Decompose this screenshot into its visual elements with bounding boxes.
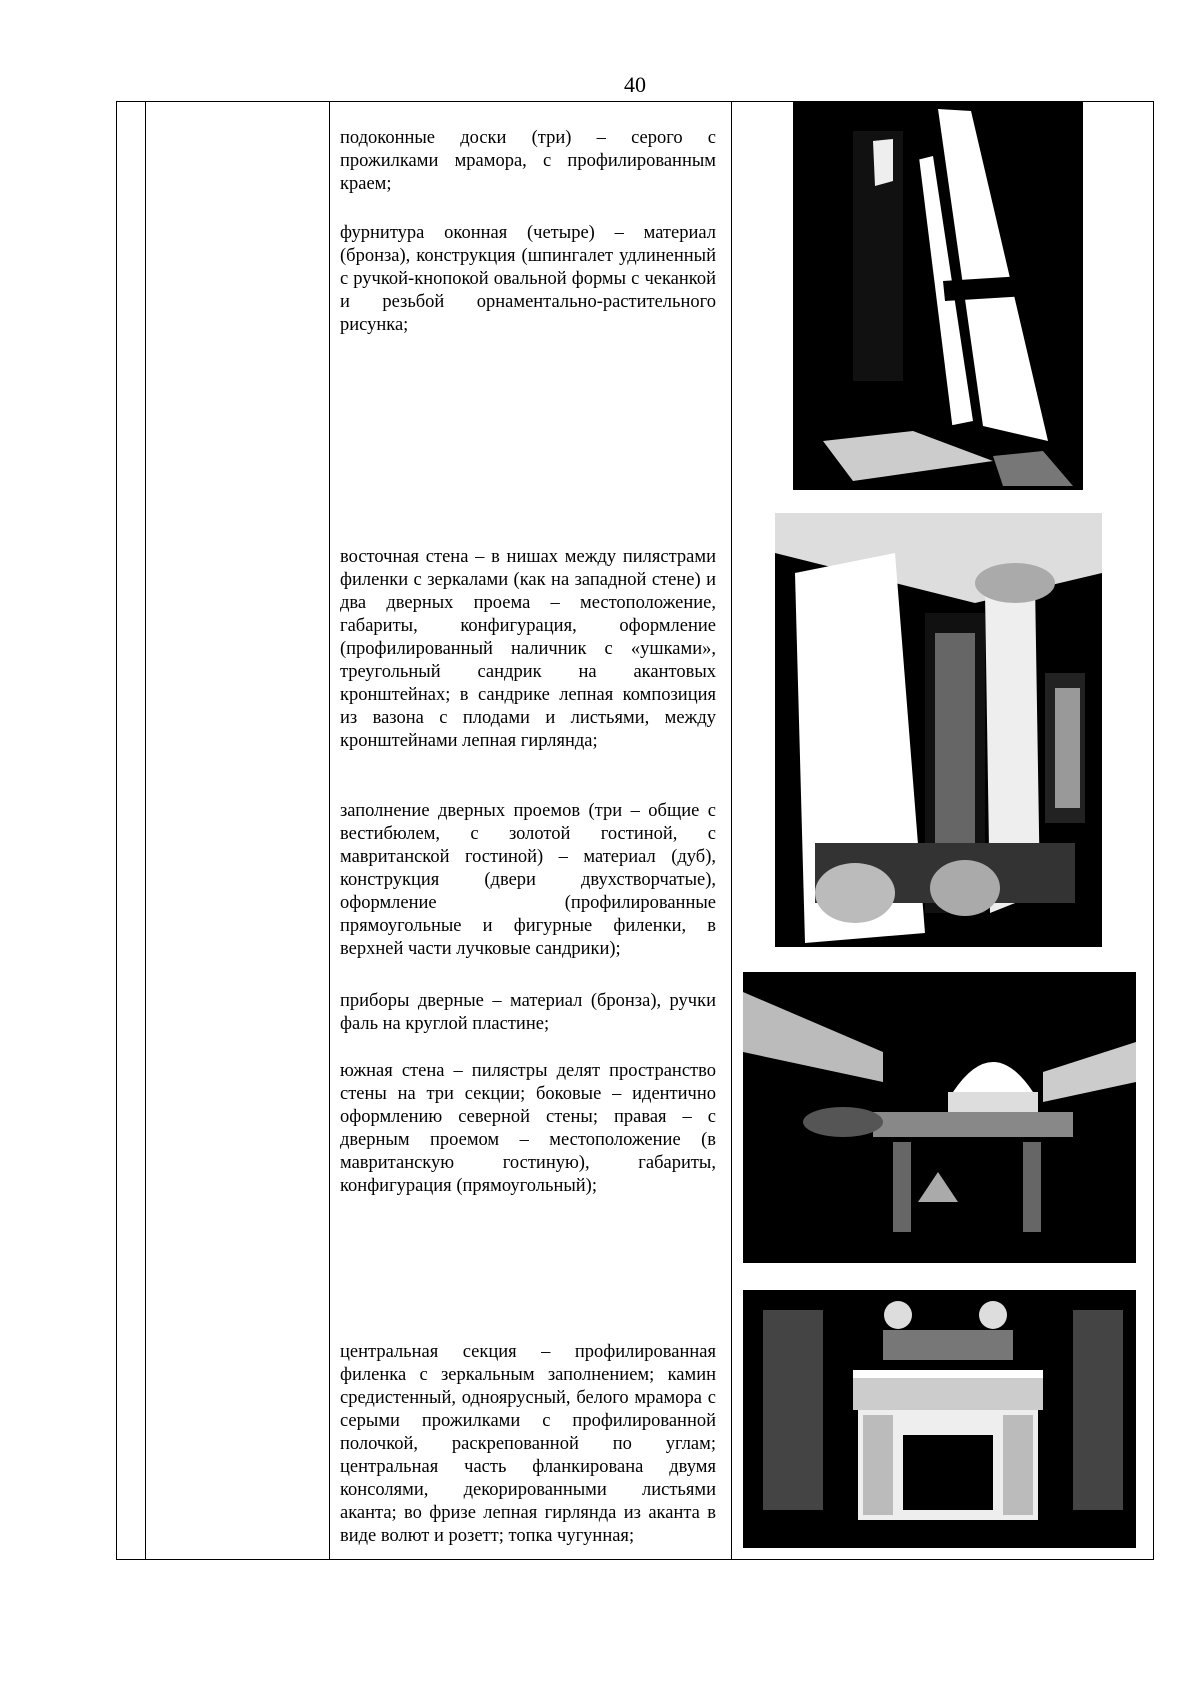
- doorway-photo: [775, 513, 1102, 947]
- column-divider-1: [145, 101, 146, 1560]
- text-paragraph: южная стена – пилястры делят пространство стены на три секции; боковые – идентично оформлению северной стены; правая – с дверным проемом – местоположение (в мавританскую гостиную), габариты, конфигурация (прямоугольный);: [340, 1061, 716, 1196]
- text-paragraph: центральная секция – профилированная филенка с зеркальным заполнением; камин средистенный, одноярусный, белого мрамора с серыми прожилками с профилированной полочкой, раскрепованной по углам; центральная часть фланкирована двумя консолями, декорированными листьями аканта; во фризе лепная гирлянда из аканта в виде волют и розетт; топка чугунная;: [340, 1342, 716, 1546]
- table-left-border: [116, 101, 117, 1560]
- fireplace-photo: [743, 1290, 1136, 1548]
- column-divider-3: [731, 101, 732, 1560]
- column-divider-2: [329, 101, 330, 1560]
- text-paragraph: заполнение дверных проемов (три – общие с вестибюлем, с золотой гостиной, с мавританской гостиной) – материал (дуб), конструкция (двери двухстворчатые), оформление (профилированные прямоугольные и фигурные филенки, в верхней части лучковые сандрики);: [340, 801, 716, 959]
- table-bottom-border: [116, 1559, 1154, 1560]
- text-paragraph: подоконные доски (три) – серого с прожилками мрамора, с профилированным краем;: [340, 128, 716, 194]
- text-paragraph: приборы дверные – материал (бронза), ручки фаль на круглой пластине;: [340, 991, 716, 1034]
- window-photo: [793, 101, 1083, 490]
- south-wall-photo: [743, 972, 1136, 1263]
- table-right-border: [1153, 101, 1154, 1560]
- text-paragraph: фурнитура оконная (четыре) – материал (бронза), конструкция (шпингалет удлиненный с ручкой-кнопокой овальной формы с чеканкой и резьбой орнаментально-растительного рисунка;: [340, 223, 716, 335]
- page-number: 40: [624, 72, 646, 97]
- text-paragraph: восточная стена – в нишах между пилястрами филенки с зеркалами (как на западной стене) и два дверных проема – местоположение, габариты, конфигурация, оформление (профилированный наличник с «ушками», треугольный сандрик на акантовых кронштейнах; в сандрике лепная композиция из вазона с плодами и листьями, между кронштейнами лепная гирлянда;: [340, 547, 716, 751]
